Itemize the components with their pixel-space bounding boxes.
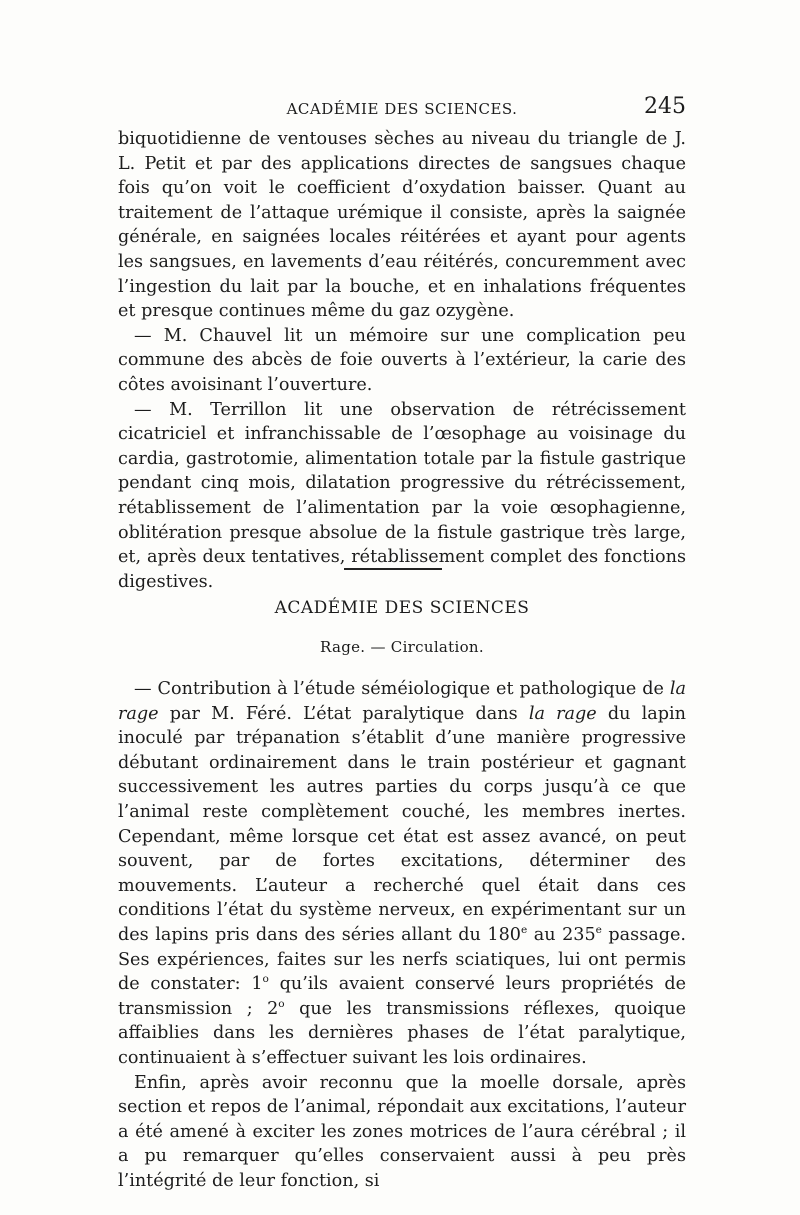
- section-divider: [344, 568, 442, 570]
- text-run: que les transmissions réflexes, quoique affaiblies dans les dernières phases de l’état paralytique, continuaient à s’effectuer suivant les lois ordinaires.: [118, 998, 686, 1068]
- bottom-text-block: [118, 677, 686, 1193]
- ordinal-suffix: e: [595, 924, 602, 937]
- paragraph-terrillon: — M. Terrillon lit une observation de rétrécissement cicatriciel et infranchissable de l’œsophage au voisinage du cardia, gastrotomie, alimentation totale par la fistule gastrique pendant cinq mois, dilatation progressive du rétrécissement, rétablissement de l’alimentation par la voie œsophagienne, oblitération presque absolue de la fistule gastrique très large, et, après deux tentatives, rétablissement complet des fonctions digestives.: [118, 399, 686, 592]
- text-run: passage. Ses expériences, faites sur les nerfs sciatiques, lui ont permis de constater:: [118, 924, 686, 995]
- italic-term: la rage: [528, 703, 597, 724]
- ordinal-suffix: e: [520, 924, 528, 937]
- text-run: du lapin inoculé par trépanation s’établit d’une manière progressive débutant ordinairement dans le train postérieur et gagnant successivement les autres parties du corps jusqu’à ce que l’animal reste complètement couché, les membres inertes. Cependant, même lorsque cet état est assez avancé, on peut souvent, par de fortes excitations, déterminer des mouvements. L’auteur a recherché quel était dans ces conditions l’état du système nerveux, en expérimentant sur un des lapins pris dans des séries allant du: [118, 703, 686, 945]
- text-run: qu’ils avaient conservé leurs propriétés de transmission ;: [118, 974, 686, 1019]
- paragraph-chauvel: — M. Chauvel lit un mémoire sur une complication peu commune des abcès de foie ouverts à l’extérieur, la carie des côtes avoisinant l’ouverture.: [118, 325, 686, 395]
- running-title: ACADÉMIE DES SCIENCES.: [286, 100, 518, 118]
- paragraph-fere-rage: [118, 677, 686, 1071]
- text-run: par M. Féré. L’état paralytique dans: [158, 703, 529, 724]
- enumeration-suffix: o: [278, 997, 285, 1010]
- text-run: au: [527, 924, 563, 945]
- running-header: [118, 96, 686, 126]
- enumeration-number: 2: [267, 998, 279, 1019]
- page-number: 245: [644, 94, 686, 119]
- section-title: ACADÉMIE DES SCIENCES: [274, 598, 530, 618]
- ordinal-number: 235: [562, 924, 596, 945]
- paragraph-medulla: Enfin, après avoir reconnu que la moelle dorsale, après section et repos de l’animal, répondait aux excitations, l’auteur a été amené à exciter les zones motrices de l’aura cérébral ; il a pu remarquer qu’elles conservaient aussi à peu près l’intégrité de leur fonction, si: [118, 1072, 686, 1191]
- text-run: — Contribution à l’étude séméiologique et pathologique de: [134, 679, 670, 699]
- italic-term: la rage: [118, 679, 686, 724]
- ordinal-number: 180: [487, 924, 521, 945]
- section-subtitle: Rage. — Circulation.: [320, 638, 484, 656]
- enumeration-number: 1: [251, 974, 263, 995]
- enumeration-suffix: o: [262, 973, 269, 986]
- top-text-block: [118, 127, 686, 594]
- paragraph-nephritis-treatment: biquotidienne de ventouses sèches au niveau du triangle de J. L. Petit et par des applications directes de sangsues chaque fois qu’on voit le coefficient d’oxydation baisser. Quant au traitement de l’attaque urémique il consiste, après la saignée générale, en saignées locales réitérées et ayant pour agents les sangsues, en lavements d’eau réitérés, concuremment avec l’ingestion du lait par la bouche, et en inhalations fréquentes et presque continues même du gaz ozygène.: [118, 129, 686, 322]
